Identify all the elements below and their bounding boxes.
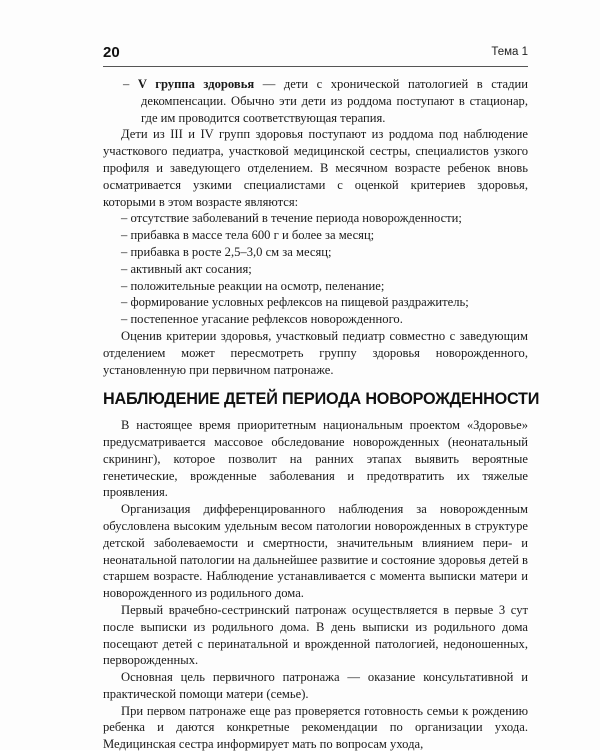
- page-header: [103, 44, 528, 66]
- health-group-v-item: [103, 76, 528, 126]
- paragraph-visit-goal: Основная цель первичного патронажа — оказание консультативной и практической помощи матери (семье).: [103, 670, 528, 701]
- header-divider: [103, 66, 528, 67]
- running-title: Тема 1: [491, 46, 528, 58]
- health-group-v-text: — дети с хронической патологией в стадии декомпенсации. Обычно эти дети из роддома поступают в стационар, где им проводится соответствующая терапия.: [141, 77, 528, 125]
- list-dash: –: [123, 77, 138, 91]
- paragraph-groups-iii-iv: Дети из III и IV групп здоровья поступают из роддома под наблюдение участкового педиатра, участковой медицинской сестры, специалистов узкого профиля и заведующего отделением. В месячном возрасте ребенок вновь осматривается узкими специалистами с оценкой критериев здоровья, которыми в этом возрасте являются:: [103, 127, 528, 209]
- paragraph-criteria-assessment: Оценив критерии здоровья, участковый педиатр совместно с заведующим отделением может пересмотреть группу здоровья новорожденного, установленную при первичном патронаже.: [103, 328, 528, 377]
- paragraph-differentiated-observation: Организация дифференцированного наблюдения за новорожденным обусловлена высоким удельным весом патологии новорожденных в структуре детской заболеваемости и смертности, значительным влиянием пери- и неонатальной патологии на дальнейшее развитие и состояние здоровья детей в старшем возрасте. Наблюдение устанавливается с момента выписки матери и новорожденного из родильного дома.: [103, 502, 528, 601]
- paragraph-first-visit-check: При первом патронаже еще раз проверяется готовность семьи к рождению ребенка и даются конкретные рекомендации по организации ухода. Медицинская сестра информирует мать по вопросам ухода,: [103, 703, 528, 752]
- list-item: – активный акт сосания;: [121, 261, 252, 276]
- list-item: – постепенное угасание рефлексов новорожденного.: [121, 312, 403, 327]
- page-body: [103, 76, 540, 753]
- section-heading: НАБЛЮДЕНИЕ ДЕТЕЙ ПЕРИОДА НОВОРОЖДЕННОСТИ: [103, 390, 540, 409]
- paragraph-first-visit: Первый врачебно-сестринский патронаж осуществляется в первые 3 сут после выписки из родильного дома. В день выписки из родильного дома посещают детей с перинатальной и врожденной патологией, недоношенных, перворожденных.: [103, 602, 528, 668]
- list-item: – прибавка в массе тела 600 г и более за месяц;: [121, 228, 375, 243]
- paragraph-screening: В настоящее время приоритетным национальным проектом «Здоровье» предусматривается массовое обследование новорожденных (неонатальный скрининг), которое позволит на ранних этапах выявить вероятные генетические, врожденные заболевания и предотвратить их тяжелые проявления.: [103, 418, 528, 500]
- list-item: – отсутствие заболеваний в течение периода новорожденности;: [121, 211, 462, 226]
- list-item: – прибавка в росте 2,5–3,0 см за месяц;: [121, 244, 332, 259]
- health-group-v-term: V группа здоровья: [137, 77, 255, 91]
- page-number: 20: [103, 44, 120, 61]
- health-criteria-list: [103, 210, 528, 328]
- list-item: – формирование условных рефлексов на пищевой раздражитель;: [121, 295, 469, 310]
- list-item: – положительные реакции на осмотр, пеленание;: [121, 278, 385, 293]
